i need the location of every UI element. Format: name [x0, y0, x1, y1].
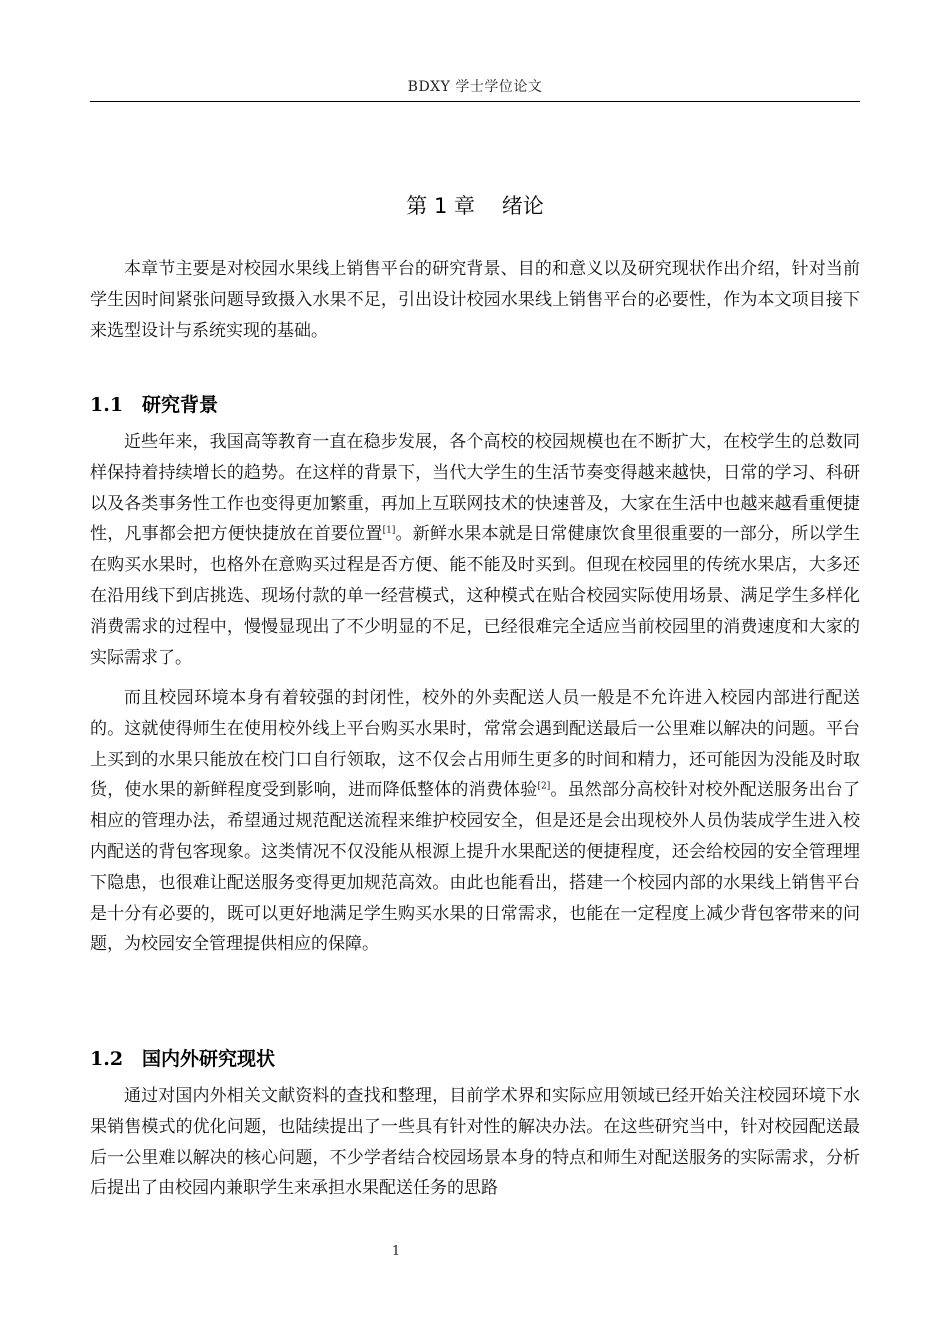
body-paragraph — [90, 427, 860, 673]
page-number: 1 — [391, 1244, 401, 1259]
section-heading-1-1 — [90, 390, 860, 417]
section-number: 1.2 — [90, 1048, 124, 1070]
citation-marker: [2] — [537, 781, 551, 792]
citation-marker: [1] — [382, 525, 396, 536]
body-paragraph: 通过对国内外相关文献资料的查找和整理，目前学术界和实际应用领域已经开始关注校园环境下水果销售模式的优化问题，也陆续提出了一些具有针对性的解决办法。在这些研究当中，针对校园配送最后一公里难以解决的核心问题，不少学者结合校园场景本身的特点和师生对配送服务的实际需求，分析后提出了由校园内兼职学生来承担水果配送任务的思路 — [90, 1086, 860, 1199]
section-title: 研究背景 — [142, 394, 219, 416]
header-rule — [90, 101, 860, 102]
section-title: 国内外研究现状 — [142, 1048, 276, 1070]
section-number: 1.1 — [90, 394, 124, 416]
paragraph-text: 而且校园环境本身有着较强的封闭性，校外的外卖配送人员一般是不允许进入校园内部进行配送的。这就使得师生在使用校外线上平台购买水果时，常常会遇到配送最后一公里难以解决的问题。平台上买到的水果只能放在校门口自行领取，这不仅会占用师生更多的时间和精力，还可能因为没能及时取货，使水果的新鲜程度受到影响，进而降低整体的消费体验 — [90, 688, 860, 801]
running-header: BDXY 学士学位论文 — [407, 79, 543, 95]
section-heading-1-2 — [90, 1044, 860, 1071]
paragraph-text: 近些年来，我国高等教育一直在稳步发展，各个高校的校园规模也在不断扩大，在校学生的总数同样保持着持续增长的趋势。在这样的背景下，当代大学生的生活节奏变得越来越快，日常的学习、科研以及各类事务性工作也变得更加繁重，再加上互联网技术的快速普及，大家在生活中也越来越看重便捷性，凡事都会把方便快捷放在首要位置 — [90, 432, 860, 545]
chapter-title: 第 1 章 绪论 — [406, 194, 544, 218]
body-paragraph — [90, 683, 860, 960]
paragraph-text: 。新鲜水果本就是日常健康饮食里很重要的一部分，所以学生在购买水果时，也格外在意购买过程是否方便、能不能及时买到。但现在校园里的传统水果店，大多还在沿用线下到店挑选、现场付款的单一经营模式，这种模式在贴合校园实际使用场景、满足学生多样化消费需求的过程中，慢慢显现出了不少明显的不足，已经很难完全适应当前校园里的消费速度和大家的实际需求了。 — [90, 524, 861, 668]
paragraph-text: 。虽然部分高校针对校外配送服务出台了相应的管理办法，希望通过规范配送流程来维护校园安全，但是还是会出现校外人员伪装成学生进入校内配送的背包客现象。这类情况不仅没能从根源上提升水果配送的便捷程度，还会给校园的安全管理埋下隐患，也很难让配送服务变得更加规范高效。由此也能看出，搭建一个校园内部的水果线上销售平台是十分有必要的，既可以更好地满足学生购买水果的日常需求，也能在一定程度上减少背包客带来的问题，为校园安全管理提供相应的保障。 — [90, 780, 861, 955]
intro-paragraph: 本章节主要是对校园水果线上销售平台的研究背景、目的和意义以及研究现状作出介绍，针对当前学生因时间紧张问题导致摄入水果不足，引出设计校园水果线上销售平台的必要性，作为本文项目接下来选型设计与系统实现的基础。 — [90, 259, 860, 341]
